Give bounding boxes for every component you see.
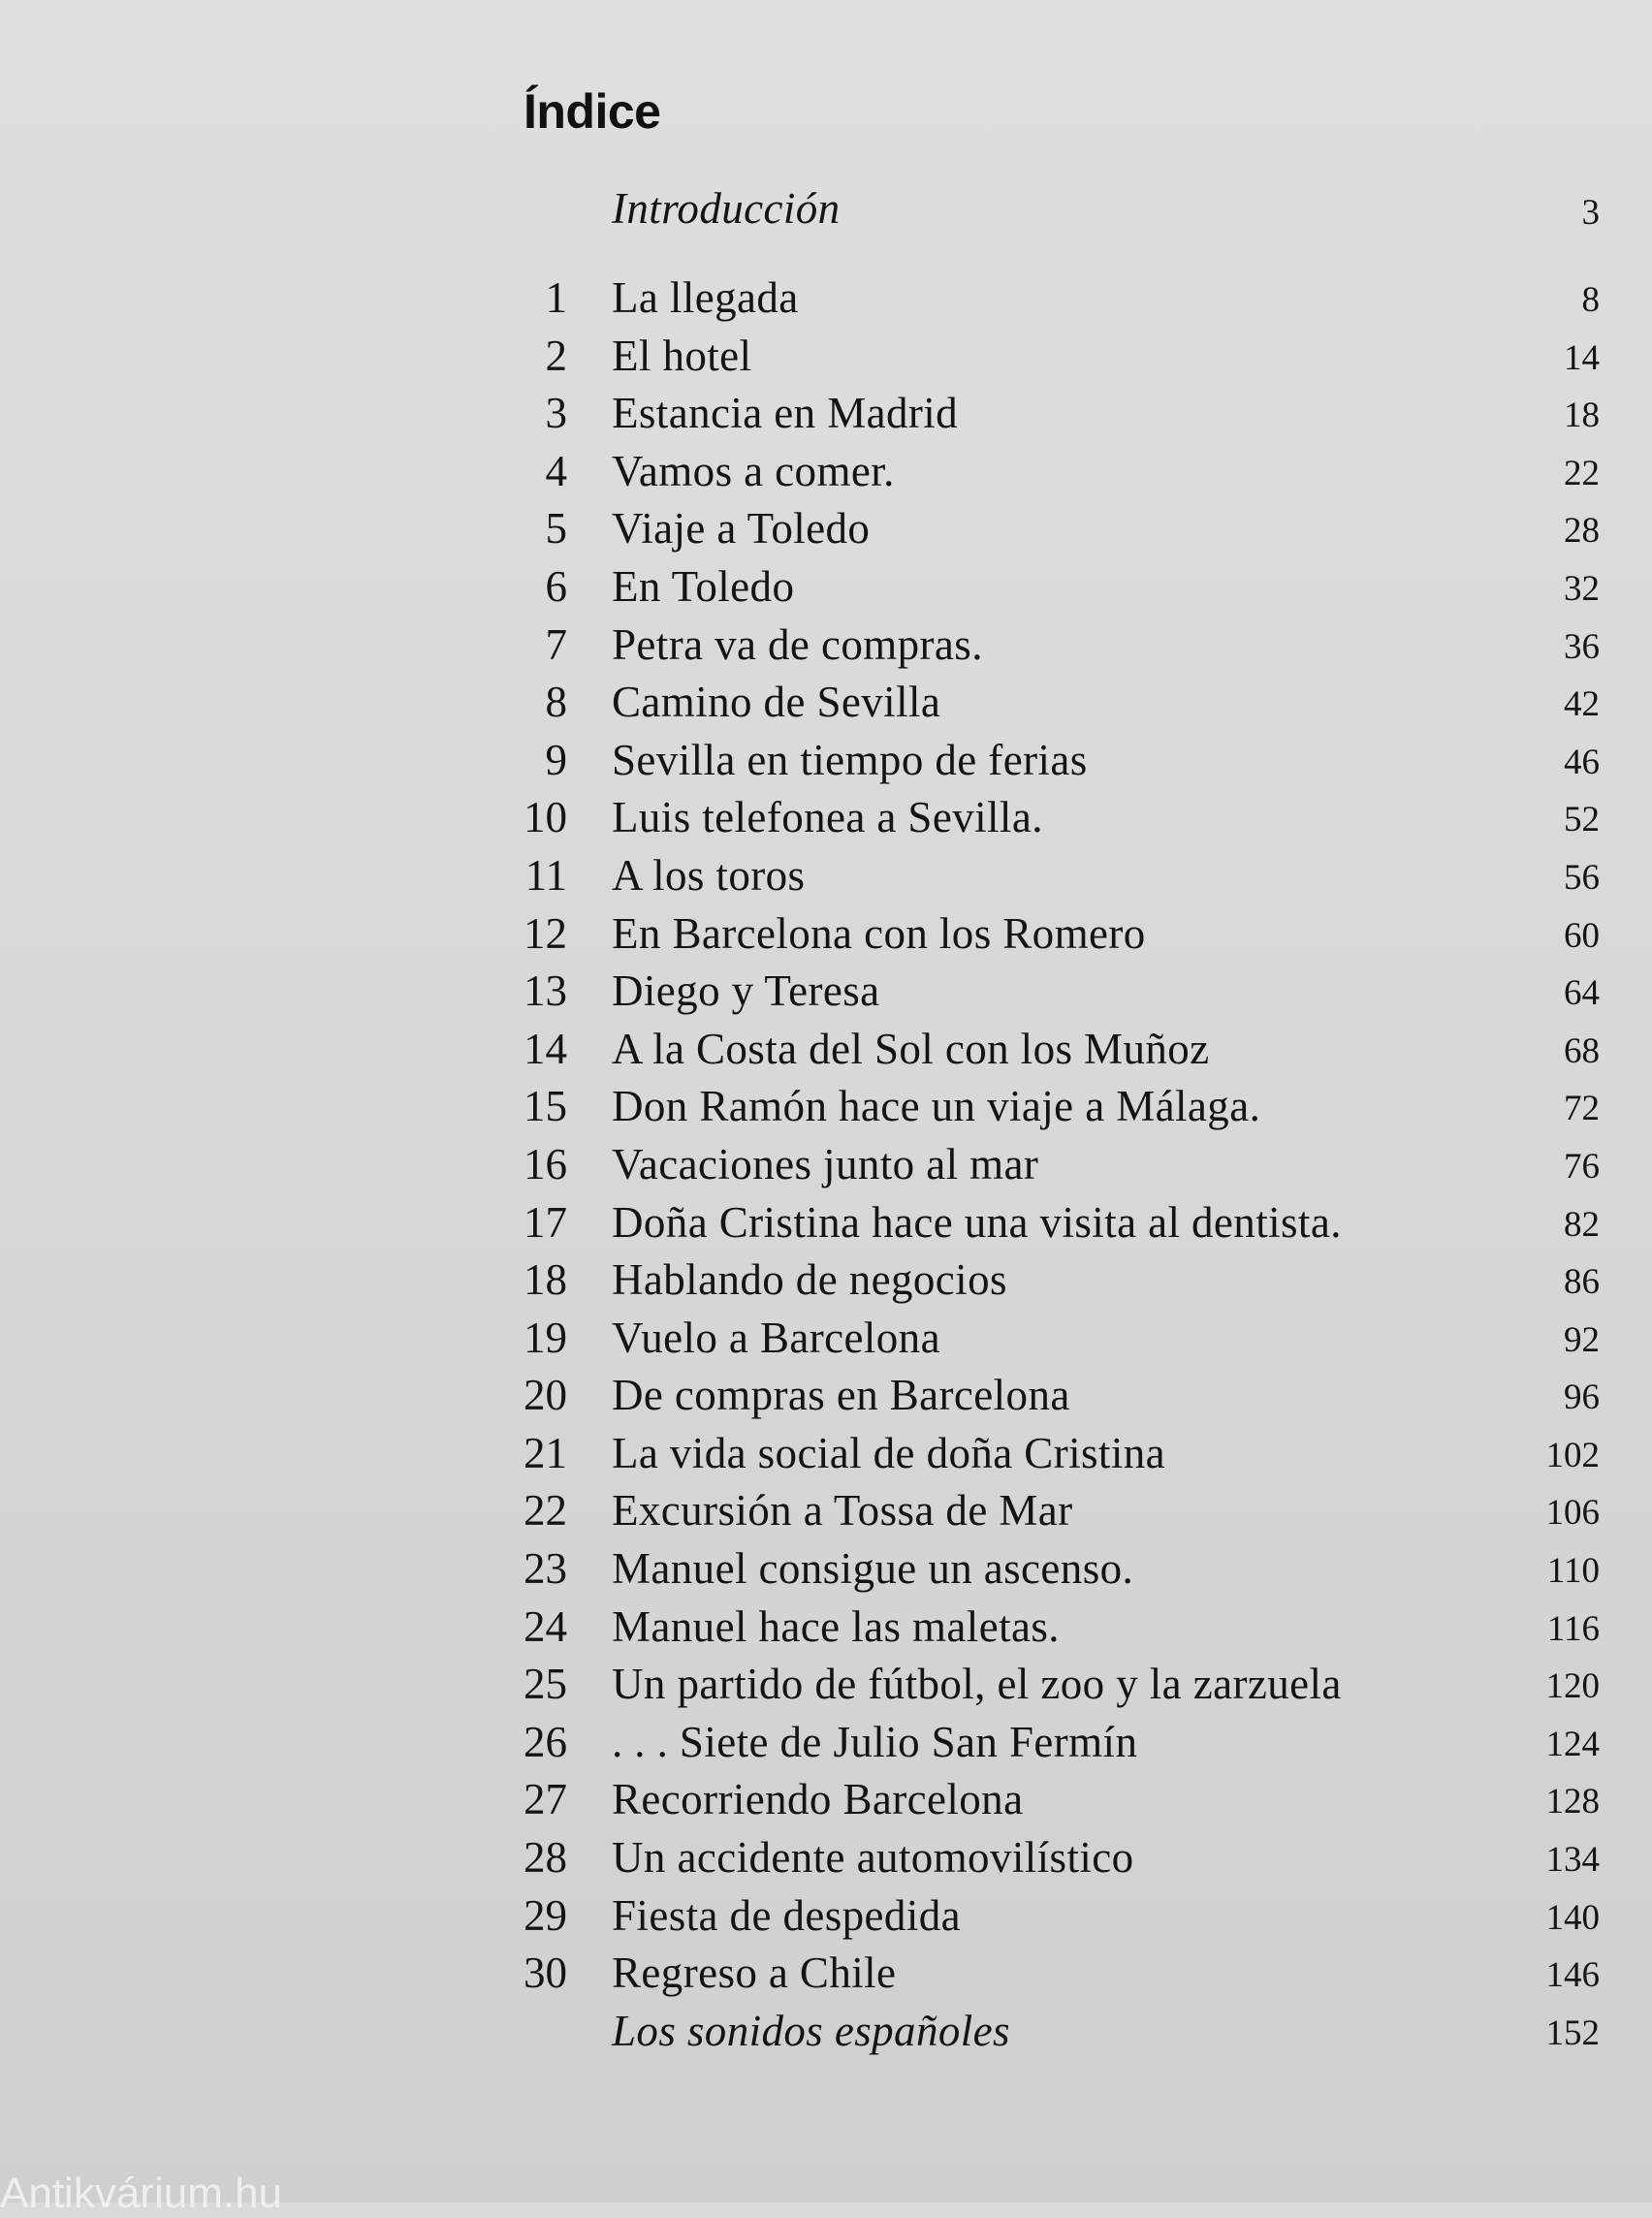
toc-entry-chapter	[504, 1825, 1600, 1884]
toc-entry-page: 18	[1564, 396, 1600, 436]
toc-entry-title: En Toledo	[612, 561, 795, 611]
toc-entry-number: 26	[524, 1717, 567, 1766]
toc-entry-introduction	[504, 180, 1600, 266]
toc-entry-number: 19	[524, 1313, 567, 1362]
toc-entry-page: 120	[1545, 1666, 1600, 1707]
toc-entry-title: El hotel	[612, 331, 752, 380]
toc-entry-page: 56	[1564, 857, 1600, 898]
toc-entry-chapter	[504, 1248, 1600, 1306]
toc-entry-title: Vacaciones junto al mar	[612, 1139, 1039, 1188]
toc-entry-title: Regreso a Chile	[612, 1949, 897, 1998]
toc-entry-title: Fiesta de despedida	[612, 1890, 961, 1940]
toc-entry-appendix	[504, 1999, 1600, 2057]
toc-entry-number: 27	[524, 1775, 567, 1824]
toc-entry-number: 18	[524, 1255, 567, 1305]
toc-entry-chapter	[504, 1537, 1600, 1595]
toc-entry-chapter	[504, 1306, 1600, 1364]
toc-entry-title: . . . Siete de Julio San Fermín	[612, 1717, 1138, 1766]
toc-entry-title: La llegada	[612, 273, 799, 322]
toc-entry-title: Estancia en Madrid	[612, 389, 959, 438]
toc-entry-title: Un accidente automovilístico	[612, 1833, 1134, 1883]
toc-entry-chapter	[504, 613, 1600, 671]
toc-entry-title: Vuelo a Barcelona	[612, 1313, 940, 1362]
toc-entry-number: 2	[545, 331, 567, 380]
toc-entry-chapter	[504, 1767, 1600, 1825]
toc-entry-page: 32	[1564, 568, 1600, 609]
toc-entry-number: 28	[524, 1833, 567, 1883]
toc-entry-page: 82	[1564, 1204, 1600, 1245]
toc-entry-page: 72	[1564, 1089, 1600, 1129]
toc-entry-title: Recorriendo Barcelona	[612, 1775, 1024, 1824]
toc-entry-page: 14	[1564, 337, 1600, 378]
toc-entry-number: 10	[524, 793, 567, 842]
toc-entry-chapter	[504, 902, 1600, 960]
toc-entry-title: Don Ramón hace un viaje a Málaga.	[612, 1082, 1261, 1131]
toc-entry-title: A la Costa del Sol con los Muñoz	[612, 1024, 1210, 1073]
toc-entry-number: 12	[524, 908, 567, 958]
toc-entry-title: Viaje a Toledo	[612, 504, 871, 554]
toc-entry-chapter	[504, 1363, 1600, 1421]
watermark-text: Antikvárium.hu	[0, 2170, 283, 2217]
toc-entry-chapter	[504, 785, 1600, 843]
toc-entry-page: 102	[1545, 1435, 1600, 1475]
toc-entry-number: 24	[524, 1601, 567, 1651]
toc-entry-title: Excursión a Tossa de Mar	[612, 1486, 1073, 1536]
toc-entry-chapter	[504, 728, 1600, 786]
toc-entry-page: 134	[1545, 1840, 1600, 1881]
toc-entry-page: 8	[1581, 280, 1600, 320]
toc-entry-page: 110	[1546, 1551, 1600, 1592]
toc-entry-page: 146	[1545, 1955, 1600, 1996]
toc-entry-title: La vida social de doña Cristina	[612, 1428, 1165, 1477]
toc-entry-chapter	[504, 1710, 1600, 1768]
toc-entry-title: Manuel consigue un ascenso.	[612, 1544, 1134, 1594]
toc-entry-chapter	[504, 554, 1600, 613]
toc-entry-number: 9	[545, 735, 567, 784]
toc-entry-page: 92	[1564, 1319, 1600, 1360]
toc-entry-page: 42	[1564, 684, 1600, 725]
toc-entry-chapter	[504, 670, 1600, 728]
toc-entry-title: Los sonidos españoles	[612, 2006, 1010, 2055]
toc-entry-number: 7	[545, 619, 567, 669]
toc-entry-number: 17	[524, 1197, 567, 1247]
toc-entry-number: 8	[545, 678, 567, 727]
toc-entry-number: 29	[524, 1890, 567, 1940]
toc-entry-number: 3	[545, 389, 567, 438]
toc-entry-chapter	[504, 1421, 1600, 1479]
toc-entry-page: 76	[1564, 1146, 1600, 1187]
toc-entry-chapter	[504, 1132, 1600, 1190]
toc-entry-page: 28	[1564, 511, 1600, 552]
toc-entry-title: A los toros	[612, 850, 806, 900]
toc-entry-number: 1	[545, 273, 567, 322]
toc-entry-title: Introducción	[612, 184, 841, 233]
toc-entry-chapter	[504, 959, 1600, 1017]
toc-entry-title: Luis telefonea a Sevilla.	[612, 793, 1043, 842]
toc-entry-number: 20	[524, 1371, 567, 1420]
toc-entry-chapter	[504, 1017, 1600, 1075]
toc-entry-number: 5	[545, 504, 567, 554]
toc-entry-page: 124	[1545, 1724, 1600, 1764]
toc-entry-chapter	[504, 381, 1600, 439]
toc-entry-number: 30	[524, 1949, 567, 1998]
toc-entry-number: 21	[524, 1428, 567, 1477]
toc-entry-number: 16	[524, 1139, 567, 1188]
toc-entry-chapter	[504, 324, 1600, 382]
toc-entry-page: 140	[1545, 1897, 1600, 1938]
toc-entry-page: 22	[1564, 453, 1600, 493]
toc-entry-page: 36	[1564, 626, 1600, 667]
toc-entry-number: 14	[524, 1024, 567, 1073]
toc-entry-page: 152	[1545, 2012, 1600, 2053]
toc-entry-title: Manuel hace las maletas.	[612, 1601, 1060, 1651]
toc-entry-chapter	[504, 439, 1600, 497]
toc-entry-number: 23	[524, 1544, 567, 1594]
toc-entry-title: Vamos a comer.	[612, 446, 895, 495]
toc-entry-chapter	[504, 1941, 1600, 1999]
toc-entry-chapter	[504, 266, 1600, 324]
page-title: Índice	[524, 84, 661, 139]
table-of-contents	[504, 180, 1600, 2056]
toc-entry-title: Camino de Sevilla	[612, 678, 941, 727]
toc-entry-number: 15	[524, 1082, 567, 1131]
toc-entry-page: 68	[1564, 1030, 1600, 1071]
toc-entry-chapter	[504, 1884, 1600, 1942]
toc-entry-title: Sevilla en tiempo de ferias	[612, 735, 1088, 784]
toc-entry-chapter	[504, 1652, 1600, 1710]
toc-entry-title: Petra va de compras.	[612, 619, 983, 669]
toc-entry-chapter	[504, 843, 1600, 902]
toc-entry-page: 3	[1581, 193, 1600, 233]
toc-entry-page: 64	[1564, 973, 1600, 1014]
toc-entry-chapter	[504, 1190, 1600, 1249]
toc-entry-title: Hablando de negocios	[612, 1255, 1007, 1305]
toc-entry-page: 128	[1545, 1782, 1600, 1822]
toc-entry-page: 106	[1545, 1493, 1600, 1534]
toc-entry-chapter	[504, 496, 1600, 554]
toc-entry-page: 96	[1564, 1378, 1600, 1418]
toc-entry-chapter	[504, 1478, 1600, 1537]
toc-entry-page: 86	[1564, 1262, 1600, 1303]
toc-entry-number: 22	[524, 1486, 567, 1536]
toc-entry-page: 60	[1564, 915, 1600, 956]
toc-entry-page: 52	[1564, 800, 1600, 840]
toc-entry-number: 25	[524, 1660, 567, 1709]
toc-entry-number: 4	[545, 446, 567, 495]
toc-entry-page: 46	[1564, 742, 1600, 782]
toc-entry-number: 6	[545, 561, 567, 611]
toc-entry-chapter	[504, 1595, 1600, 1653]
toc-entry-chapter	[504, 1074, 1600, 1132]
toc-entry-title: De compras en Barcelona	[612, 1371, 1070, 1420]
toc-entry-title: Doña Cristina hace una visita al dentista.	[612, 1197, 1342, 1247]
toc-entry-title: En Barcelona con los Romero	[612, 908, 1146, 958]
toc-entry-page: 116	[1546, 1608, 1600, 1649]
toc-entry-title: Diego y Teresa	[612, 966, 880, 1016]
toc-entry-number: 13	[524, 966, 567, 1016]
toc-entry-title: Un partido de fútbol, el zoo y la zarzuela	[612, 1660, 1342, 1709]
toc-entry-number: 11	[524, 850, 567, 900]
